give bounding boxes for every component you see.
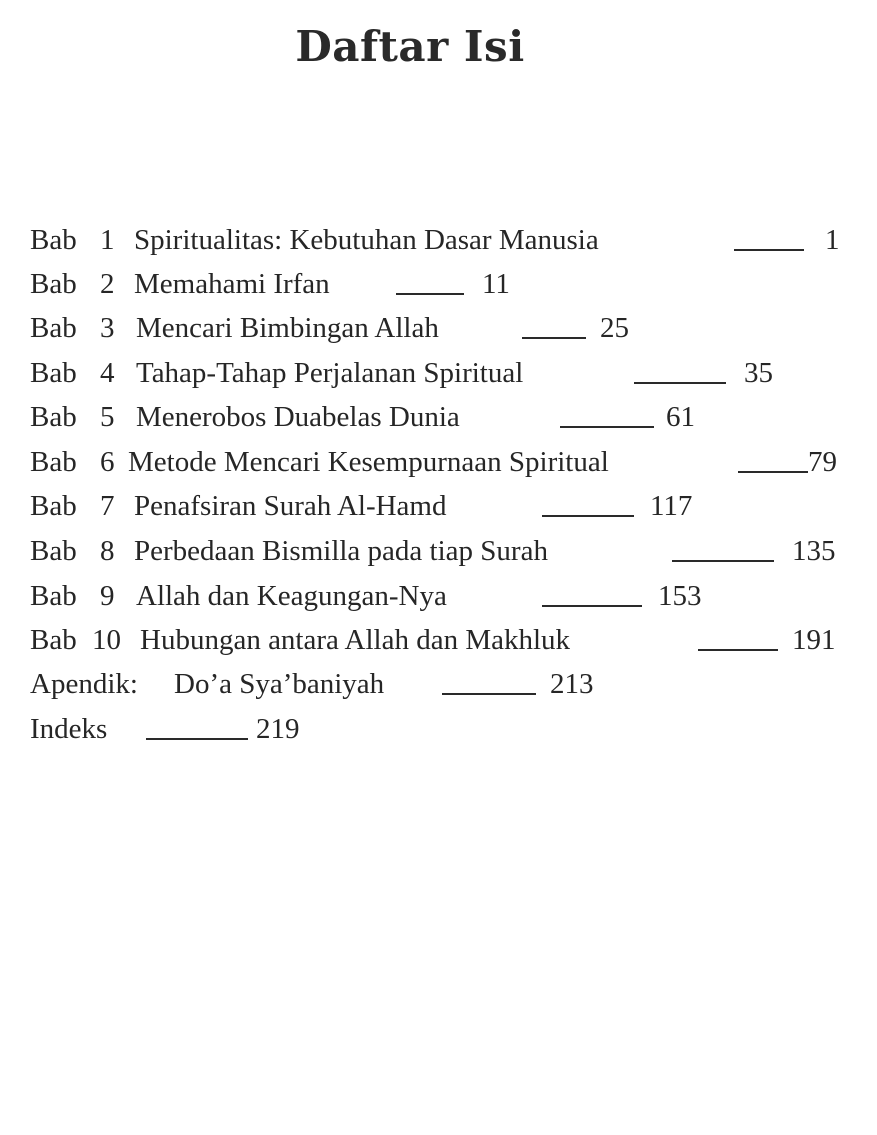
page-title: Daftar Isi bbox=[295, 22, 525, 71]
toc-entry-number: 10 bbox=[92, 624, 121, 656]
toc-entry-page: 1 bbox=[825, 224, 840, 256]
toc-entry-label: Indeks bbox=[30, 713, 108, 745]
leader-line bbox=[698, 649, 778, 651]
toc-entry-label: Apendik: bbox=[30, 668, 138, 700]
toc-entry-label: Bab bbox=[30, 580, 77, 612]
toc-entry-page: 117 bbox=[650, 490, 693, 522]
toc-entry-title: Allah dan Keagungan-Nya bbox=[136, 580, 447, 612]
toc-entry-page: 79 bbox=[808, 446, 837, 478]
leader-line bbox=[146, 738, 248, 740]
leader-line bbox=[738, 471, 808, 473]
toc-entry-page: 11 bbox=[482, 268, 510, 300]
toc-entry-label: Bab bbox=[30, 224, 77, 256]
toc-entry-label: Bab bbox=[30, 312, 77, 344]
toc-entry-page: 25 bbox=[600, 312, 629, 344]
toc-entry-number: 5 bbox=[100, 401, 115, 433]
toc-entry-page: 61 bbox=[666, 401, 695, 433]
toc-entry-title: Menerobos Duabelas Dunia bbox=[136, 401, 460, 433]
toc-entry-page: 191 bbox=[792, 624, 836, 656]
leader-line bbox=[634, 382, 726, 384]
leader-line bbox=[396, 293, 464, 295]
toc-entry-title: Mencari Bimbingan Allah bbox=[136, 312, 439, 344]
leader-line bbox=[672, 560, 774, 562]
toc-entry-label: Bab bbox=[30, 401, 77, 433]
toc-entry-number: 4 bbox=[100, 357, 115, 389]
toc-entry-number: 6 bbox=[100, 446, 115, 478]
toc-entry-page: 213 bbox=[550, 668, 594, 700]
toc-entry-title: Perbedaan Bismilla pada tiap Surah bbox=[134, 535, 548, 567]
leader-line bbox=[560, 426, 654, 428]
toc-entry-title: Spiritualitas: Kebutuhan Dasar Manusia bbox=[134, 224, 599, 256]
toc-entry-number: 3 bbox=[100, 312, 115, 344]
toc-entry-number: 1 bbox=[100, 224, 115, 256]
toc-entry-page: 35 bbox=[744, 357, 773, 389]
toc-entry-page: 135 bbox=[792, 535, 836, 567]
toc-entry-title: Tahap-Tahap Perjalanan Spiritual bbox=[136, 357, 524, 389]
toc-entry-label: Bab bbox=[30, 535, 77, 567]
toc-entry-title: Hubungan antara Allah dan Makhluk bbox=[140, 624, 571, 656]
toc-entry-title: Penafsiran Surah Al-Hamd bbox=[134, 490, 447, 522]
toc-entry-label: Bab bbox=[30, 357, 77, 389]
leader-line bbox=[542, 515, 634, 517]
toc-entry-title: Do’a Sya’baniyah bbox=[174, 668, 385, 700]
toc-entry-page: 153 bbox=[658, 580, 702, 612]
toc-entry-label: Bab bbox=[30, 446, 77, 478]
toc-entry-page: 219 bbox=[256, 713, 300, 745]
leader-line bbox=[442, 693, 536, 695]
toc-entry-number: 7 bbox=[100, 490, 115, 522]
toc-entry-label: Bab bbox=[30, 268, 77, 300]
toc-entry-label: Bab bbox=[30, 624, 77, 656]
toc-entry-title: Memahami Irfan bbox=[134, 268, 330, 300]
toc-entry-number: 2 bbox=[100, 268, 115, 300]
toc-entry-label: Bab bbox=[30, 490, 77, 522]
toc-entry-title: Metode Mencari Kesempurnaan Spiritual bbox=[128, 446, 609, 478]
leader-line bbox=[542, 605, 642, 607]
leader-line bbox=[734, 249, 804, 251]
toc-entry-number: 9 bbox=[100, 580, 115, 612]
toc-entry-number: 8 bbox=[100, 535, 115, 567]
leader-line bbox=[522, 337, 586, 339]
